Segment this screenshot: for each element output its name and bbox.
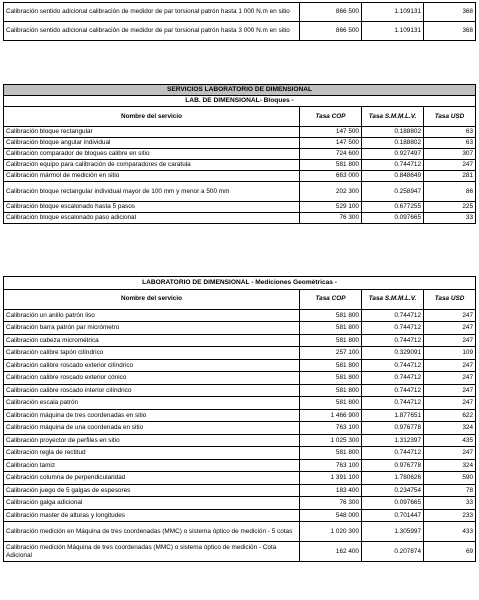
tasa-smmlv-cell: 0.744712 bbox=[362, 309, 424, 322]
tasa-usd-cell: 247 bbox=[424, 372, 476, 385]
col-header-smmlv: Tasa S.M.M.L.V. bbox=[362, 107, 424, 127]
col-header-cop: Tasa COP bbox=[300, 107, 362, 127]
tasa-usd-cell: 368 bbox=[424, 22, 476, 41]
tasa-usd-cell: 63 bbox=[424, 138, 476, 149]
table-row bbox=[4, 213, 476, 224]
service-name-cell: Calibración bloque rectangular individual mayor de 100 mm y menor a 500 mm bbox=[4, 182, 300, 202]
service-name-cell: Calibración proyector de perfiles en sitio bbox=[4, 434, 300, 447]
table-row bbox=[4, 309, 476, 322]
tasa-usd-cell: 435 bbox=[424, 434, 476, 447]
tasa-smmlv-cell: 0.976778 bbox=[362, 459, 424, 472]
service-name-cell: Calibración regla de rectitud bbox=[4, 447, 300, 460]
tasa-cop-cell: 529 100 bbox=[300, 202, 362, 213]
tasa-cop-cell: 866 500 bbox=[300, 3, 362, 22]
tasa-smmlv-cell: 0.188802 bbox=[362, 127, 424, 138]
tasa-usd-cell: 233 bbox=[424, 509, 476, 522]
service-name-cell: Calibración bloque escalonado paso adicional bbox=[4, 213, 300, 224]
tasa-usd-cell: 622 bbox=[424, 409, 476, 422]
service-name-cell: Calibración máquina de una coordenada en sitio bbox=[4, 422, 300, 435]
service-name-cell: Calibración máquina de tres coordenadas en sitio bbox=[4, 409, 300, 422]
tasa-cop-cell: 581 800 bbox=[300, 447, 362, 460]
table-row bbox=[4, 22, 476, 41]
geometricas-subtitle: LABORATORIO DE DIMENSIONAL - Mediciones Geométricas - bbox=[4, 277, 476, 290]
col-header-name: Nombre del servicio bbox=[4, 107, 300, 127]
col-header-smmlv: Tasa S.M.M.L.V. bbox=[362, 289, 424, 309]
tasa-cop-cell: 763 100 bbox=[300, 459, 362, 472]
tasa-smmlv-cell: 1.780626 bbox=[362, 472, 424, 485]
tasa-smmlv-cell: 0.677255 bbox=[362, 202, 424, 213]
table-row bbox=[4, 372, 476, 385]
service-name-cell: Calibración bloque rectangular bbox=[4, 127, 300, 138]
tasa-usd-cell: 247 bbox=[424, 334, 476, 347]
tasa-smmlv-cell: 0.097665 bbox=[362, 497, 424, 510]
tasa-smmlv-cell: 1.312397 bbox=[362, 434, 424, 447]
tasa-cop-cell: 724 600 bbox=[300, 149, 362, 160]
tasa-smmlv-cell: 1.305997 bbox=[362, 522, 424, 542]
table-row bbox=[4, 160, 476, 171]
tasa-cop-cell: 257 100 bbox=[300, 347, 362, 360]
tasa-smmlv-cell: 0.701447 bbox=[362, 509, 424, 522]
tasa-cop-cell: 1 020 300 bbox=[300, 522, 362, 542]
tasa-smmlv-cell: 0.744712 bbox=[362, 359, 424, 372]
table-row bbox=[4, 347, 476, 360]
tasa-cop-cell: 663 000 bbox=[300, 171, 362, 182]
tasa-cop-cell: 581 800 bbox=[300, 359, 362, 372]
table-row bbox=[4, 322, 476, 335]
table-row bbox=[4, 384, 476, 397]
tasa-smmlv-cell: 0.744712 bbox=[362, 160, 424, 171]
service-name-cell: Calibración sentido adicional calibración de medidor de par torsional patrón hasta 3 000 N.m en sitio bbox=[4, 22, 300, 41]
service-name-cell: Calibración comparador de bloques calibre en sitio bbox=[4, 149, 300, 160]
tasa-usd-cell: 433 bbox=[424, 522, 476, 542]
table-row bbox=[4, 509, 476, 522]
tasa-usd-cell: 247 bbox=[424, 397, 476, 410]
col-header-name: Nombre del servicio bbox=[4, 289, 300, 309]
table-row bbox=[4, 484, 476, 497]
tasa-smmlv-cell: 0.258947 bbox=[362, 182, 424, 202]
tasa-usd-cell: 307 bbox=[424, 149, 476, 160]
service-name-cell: Calibración medición Máquina de tres coordenadas (MMC) o sistema óptico de medición - Cota Adicional bbox=[4, 542, 300, 562]
tasa-cop-cell: 147 500 bbox=[300, 127, 362, 138]
tasa-smmlv-cell: 0.097665 bbox=[362, 213, 424, 224]
tasa-smmlv-cell: 0.188802 bbox=[362, 138, 424, 149]
tasa-smmlv-cell: 0.976778 bbox=[362, 422, 424, 435]
table-row bbox=[4, 409, 476, 422]
table-row bbox=[4, 472, 476, 485]
tasa-usd-cell: 33 bbox=[424, 497, 476, 510]
tasa-smmlv-cell: 0.744712 bbox=[362, 384, 424, 397]
tasa-cop-cell: 1 391 100 bbox=[300, 472, 362, 485]
tasa-cop-cell: 581 800 bbox=[300, 334, 362, 347]
tasa-cop-cell: 76 300 bbox=[300, 497, 362, 510]
tasa-smmlv-cell: 0.744712 bbox=[362, 447, 424, 460]
tasa-cop-cell: 581 800 bbox=[300, 372, 362, 385]
tasa-usd-cell: 247 bbox=[424, 384, 476, 397]
tasa-usd-cell: 69 bbox=[424, 542, 476, 562]
tasa-usd-cell: 247 bbox=[424, 160, 476, 171]
section-title: SERVICIOS LABORATORIO DE DIMENSIONAL bbox=[4, 85, 476, 96]
service-name-cell: Calibración equipo para calibración de comparadores de caratula bbox=[4, 160, 300, 171]
table-row bbox=[4, 447, 476, 460]
service-name-cell: Calibración calibre roscado exterior cónico bbox=[4, 372, 300, 385]
tasa-cop-cell: 147 500 bbox=[300, 138, 362, 149]
tasa-usd-cell: 324 bbox=[424, 422, 476, 435]
tasa-usd-cell: 78 bbox=[424, 484, 476, 497]
tasa-cop-cell: 866 500 bbox=[300, 22, 362, 41]
tasa-smmlv-cell: 1.109131 bbox=[362, 22, 424, 41]
tasa-usd-cell: 368 bbox=[424, 3, 476, 22]
geometricas-table bbox=[3, 276, 476, 562]
tasa-smmlv-cell: 0.744712 bbox=[362, 322, 424, 335]
service-name-cell: Calibración galga adicional bbox=[4, 497, 300, 510]
table-row bbox=[4, 397, 476, 410]
tasa-usd-cell: 247 bbox=[424, 309, 476, 322]
tasa-usd-cell: 590 bbox=[424, 472, 476, 485]
tasa-cop-cell: 1 466 900 bbox=[300, 409, 362, 422]
table-row bbox=[4, 3, 476, 22]
tasa-cop-cell: 581 800 bbox=[300, 322, 362, 335]
tasa-smmlv-cell: 0.848649 bbox=[362, 171, 424, 182]
bloques-subtitle: LAB. DE DIMENSIONAL- Bloques - bbox=[4, 96, 476, 107]
service-name-cell: Calibración bloque angular individual bbox=[4, 138, 300, 149]
table-row bbox=[4, 171, 476, 182]
tasa-cop-cell: 763 100 bbox=[300, 422, 362, 435]
tasa-usd-cell: 86 bbox=[424, 182, 476, 202]
table-row bbox=[4, 149, 476, 160]
top-continuation-table bbox=[3, 2, 476, 41]
col-header-usd: Tasa USD bbox=[424, 289, 476, 309]
tasa-usd-cell: 63 bbox=[424, 127, 476, 138]
table-row bbox=[4, 542, 476, 562]
service-name-cell: Calibración escala patrón bbox=[4, 397, 300, 410]
table-row bbox=[4, 497, 476, 510]
tasa-smmlv-cell: 0.329091 bbox=[362, 347, 424, 360]
col-header-cop: Tasa COP bbox=[300, 289, 362, 309]
service-name-cell: Calibración calibre tapón cilíndrico bbox=[4, 347, 300, 360]
col-header-usd: Tasa USD bbox=[424, 107, 476, 127]
table-row bbox=[4, 522, 476, 542]
service-name-cell: Calibración medición en Máquina de tres coordenadas (MMC) o sistema óptico de medición - 5 cotas bbox=[4, 522, 300, 542]
service-name-cell: Calibración master de alturas y longitudes bbox=[4, 509, 300, 522]
table-row bbox=[4, 422, 476, 435]
service-name-cell: Calibración sentido adicional calibración de medidor de par torsional patrón hasta 1 000 N.m en sitio bbox=[4, 3, 300, 22]
table-row bbox=[4, 138, 476, 149]
tasa-smmlv-cell: 0.744712 bbox=[362, 397, 424, 410]
tasa-cop-cell: 581 800 bbox=[300, 160, 362, 171]
tasa-smmlv-cell: 1.877651 bbox=[362, 409, 424, 422]
tasa-cop-cell: 581 800 bbox=[300, 384, 362, 397]
tasa-usd-cell: 247 bbox=[424, 322, 476, 335]
tasa-cop-cell: 183 400 bbox=[300, 484, 362, 497]
tasa-usd-cell: 33 bbox=[424, 213, 476, 224]
service-name-cell: Calibración un anillo patrón liso bbox=[4, 309, 300, 322]
tasa-smmlv-cell: 0.744712 bbox=[362, 334, 424, 347]
table-row bbox=[4, 459, 476, 472]
tasa-usd-cell: 247 bbox=[424, 447, 476, 460]
table-row bbox=[4, 334, 476, 347]
service-name-cell: Calibración mármol de medición en sitio bbox=[4, 171, 300, 182]
tasa-cop-cell: 581 800 bbox=[300, 309, 362, 322]
tasa-cop-cell: 76 300 bbox=[300, 213, 362, 224]
table-row bbox=[4, 127, 476, 138]
service-name-cell: Calibración calibre roscado interior cilíndrico bbox=[4, 384, 300, 397]
tasa-smmlv-cell: 0.927497 bbox=[362, 149, 424, 160]
tasa-cop-cell: 548 000 bbox=[300, 509, 362, 522]
service-name-cell: Calibración barra patrón par micrómetro bbox=[4, 322, 300, 335]
service-name-cell: Calibración tamiz bbox=[4, 459, 300, 472]
tasa-smmlv-cell: 0.234754 bbox=[362, 484, 424, 497]
tasa-smmlv-cell: 0.744712 bbox=[362, 372, 424, 385]
tasa-cop-cell: 1 025 300 bbox=[300, 434, 362, 447]
service-name-cell: Calibración cabeza micrométrica bbox=[4, 334, 300, 347]
table-row bbox=[4, 202, 476, 213]
tasa-smmlv-cell: 0.207874 bbox=[362, 542, 424, 562]
table-row bbox=[4, 434, 476, 447]
service-name-cell: Calibración columna de perpendicularidad bbox=[4, 472, 300, 485]
tasa-usd-cell: 281 bbox=[424, 171, 476, 182]
table-row bbox=[4, 182, 476, 202]
tasa-cop-cell: 581 800 bbox=[300, 397, 362, 410]
tasa-usd-cell: 109 bbox=[424, 347, 476, 360]
tasa-usd-cell: 225 bbox=[424, 202, 476, 213]
service-name-cell: Calibración bloque escalonado hasta 5 pasos bbox=[4, 202, 300, 213]
service-name-cell: Calibración calibre roscado exterior cilíndrico bbox=[4, 359, 300, 372]
tasa-usd-cell: 247 bbox=[424, 359, 476, 372]
tasa-cop-cell: 162 400 bbox=[300, 542, 362, 562]
table-row bbox=[4, 359, 476, 372]
tasa-smmlv-cell: 1.109131 bbox=[362, 3, 424, 22]
bloques-table bbox=[3, 84, 476, 224]
tasa-cop-cell: 202 300 bbox=[300, 182, 362, 202]
service-name-cell: Calibración juego de 5 galgas de espesores bbox=[4, 484, 300, 497]
tasa-usd-cell: 324 bbox=[424, 459, 476, 472]
